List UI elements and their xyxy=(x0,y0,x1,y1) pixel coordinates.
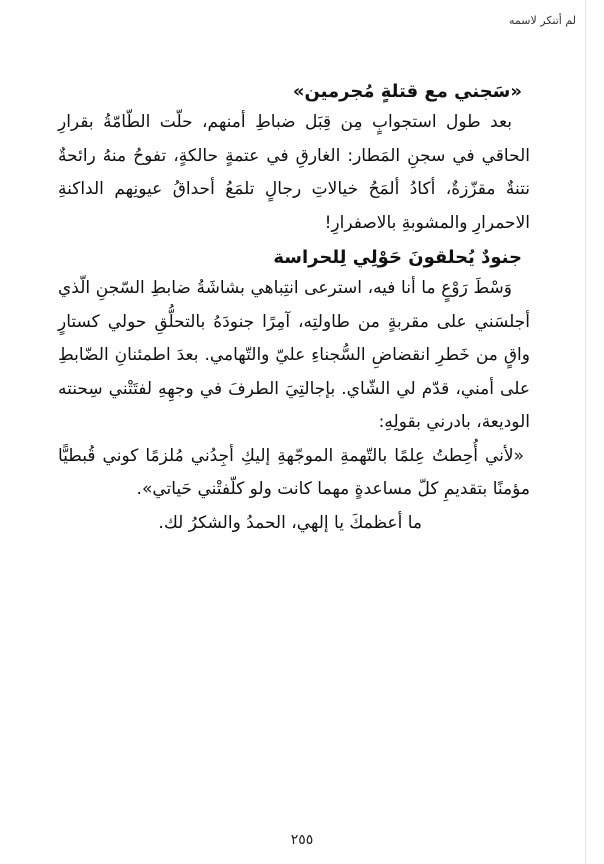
running-header: لم أتنكر لاسمه xyxy=(509,14,576,27)
closing-paragraph: ما أعظمكَ يا إلهي، الحمدُ والشكرُ لك. xyxy=(158,512,422,533)
section-title: جنودٌ يُحلقونَ حَوْلِي لِلحراسة xyxy=(273,247,522,268)
paragraph: بعد طول استجوابٍ مِن قِبَل ضباطِ أمنهم، حلّت الطّامّةُ بقرارِ الحاقي في سجنِ المَطار: الغارقِ في عتمةٍ حالكةٍ، تفوحُ منهُ رائحةٌ نتنةٌ مقزّزةٌ، أكادُ ألمَحُ خيالاتِ رجالٍ تلمَعُ أحداقُ عيونِهم الداكنةِ الاحمرارِ والمشوبةِ بالاصفرارِ! xyxy=(58,112,530,233)
quote-paragraph: «لأني أُحِطتُ عِلمًا بالتّهمةِ الموجّهةِ إليكِ أجِدُني مُلزمًا كوني قُبطيًّا مؤمنًا بتقديمِ كلّ مساعدةٍ مهما كانت ولو كلّفتْني حَياتي». xyxy=(58,445,530,499)
paragraph: وَسْطَ رَوْعٍ ما أنا فيه، استرعى انتِباهي بشاشَةُ ضابطِ السّجنِ الّذي أجلسَني على مقربةٍ من طاولتِه، آمِرًا جنودَهُ بالتحلُّقِ حولي كستارٍ واقٍ من خَطرِ انقضاضِ السُّجناءِ عليّ والتّهامي. بعدَ اطمئنانِ الضّابطِ على أمني، قدّم لي الشّاي. بإجالتِيَ الطرفَ في وجهِهِ لفتَتْني سِحنته الوديعة، بادرني بقولِهِ: xyxy=(58,278,530,432)
section-title: «سَجني مع قتلةٍ مُجرمين» xyxy=(292,81,522,102)
body-text xyxy=(58,78,530,540)
page-number: ٢٥٥ xyxy=(290,832,314,848)
page-edge-divider xyxy=(585,0,586,864)
